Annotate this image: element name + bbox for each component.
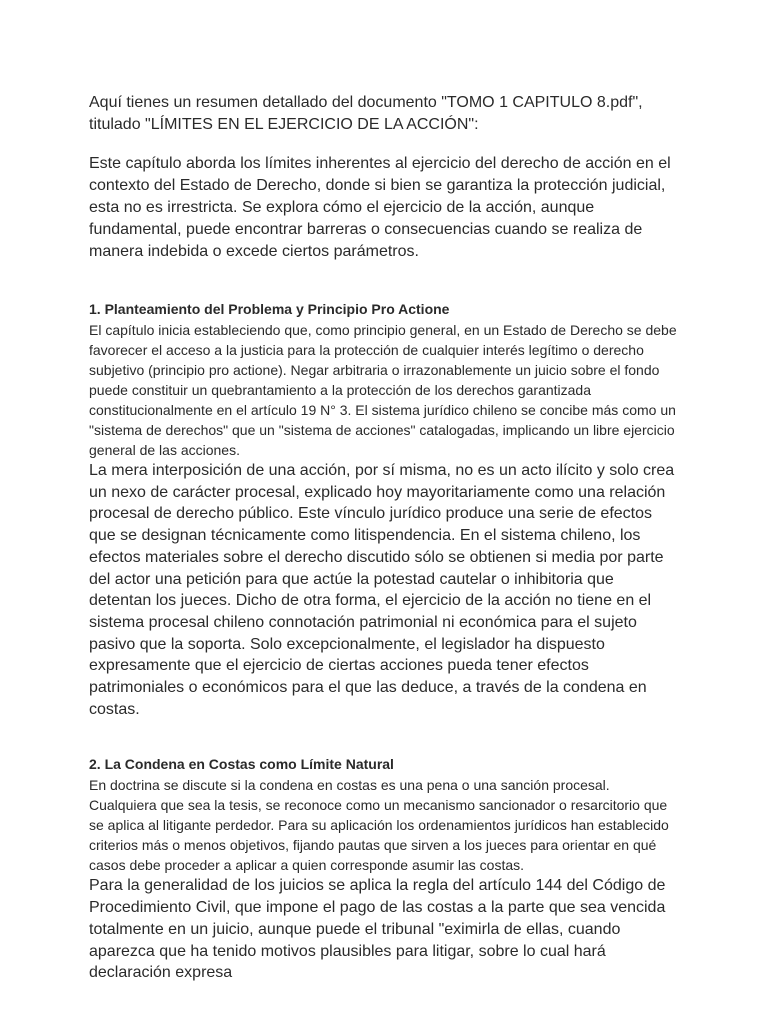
section-title: 2. La Condena en Costas como Límite Natural <box>89 756 394 773</box>
intro-paragraph: Aquí tienes un resumen detallado del documento "TOMO 1 CAPITULO 8.pdf", titulado "LÍMITES EN EL EJERCICIO DE LA ACCIÓN": <box>89 94 643 133</box>
section-paragraph: Para la generalidad de los juicios se aplica la regla del artículo 144 del Código de Procedimiento Civil, que impone el pago de las costas a la parte que sea vencida totalmente en un juicio, aunque puede el tribunal "eximirla de ellas, cuando aparezca que ha tenido motivos plausibles para litigar, sobre lo cual hará declaración expresa <box>89 877 666 982</box>
section-paragraph: La mera interposición de una acción, por sí misma, no es un acto ilícito y solo crea un nexo de carácter procesal, explicado hoy mayoritariamente como una relación procesal de derecho público. Este vínculo jurídico produce una serie de efectos que se designan técnicamente como litispendencia. En el sistema chileno, los efectos materiales sobre el derecho discutido sólo se obtienen si media por parte del actor una petición para que actúe la potestad cautelar o inhibitoria que detentan los jueces. Dicho de otra forma, el ejercicio de la acción no tiene en el sistema procesal chileno connotación patrimonial ni económica para el sujeto pasivo que la soporta. Solo excepcionalmente, el legislador ha dispuesto expresamente que el ejercicio de ciertas acciones pueda tener efectos patrimoniales o económicos para el que las deduce, a través de la condena en costas. <box>89 462 675 718</box>
section-1 <box>89 300 679 720</box>
document-page <box>89 92 679 1019</box>
section-paragraph: El capítulo inicia estableciendo que, como principio general, en un Estado de Derecho se debe favorecer el acceso a la justicia para la protección de cualquier interés legítimo o derecho subjetivo (principio pro actione). Negar arbitraria o irrazonablemente un juicio sobre el fondo puede constituir un quebrantamiento a la protección de los derechos garantizada constitucionalmente en el artículo 19 N° 3. El sistema jurídico chileno se concibe más como un "sistema de derechos" que un "sistema de acciones" catalogadas, implicando un libre ejercicio general de las acciones. <box>89 322 677 458</box>
section-paragraph: En doctrina se discute si la condena en costas es una pena o una sanción procesal. Cualquiera que sea la tesis, se reconoce como un mecanismo sancionador o resarcitorio que se aplica al litigante perdedor. Para su aplicación los ordenamientos jurídicos han establecido criterios más o menos objetivos, fijando pautas que sirven a los jueces para orientar en qué casos debe proceder a aplicar a quien corresponde asumir las costas. <box>89 777 669 874</box>
summary-paragraph: Este capítulo aborda los límites inherentes al ejercicio del derecho de acción en el contexto del Estado de Derecho, donde si bien se garantiza la protección judicial, esta no es irrestricta. Se explora cómo el ejercicio de la acción, aunque fundamental, puede encontrar barreras o consecuencias cuando se realiza de manera indebida o excede ciertos parámetros. <box>89 155 671 260</box>
section-title: 1. Planteamiento del Problema y Principio Pro Actione <box>89 301 450 317</box>
section-2 <box>89 755 679 984</box>
